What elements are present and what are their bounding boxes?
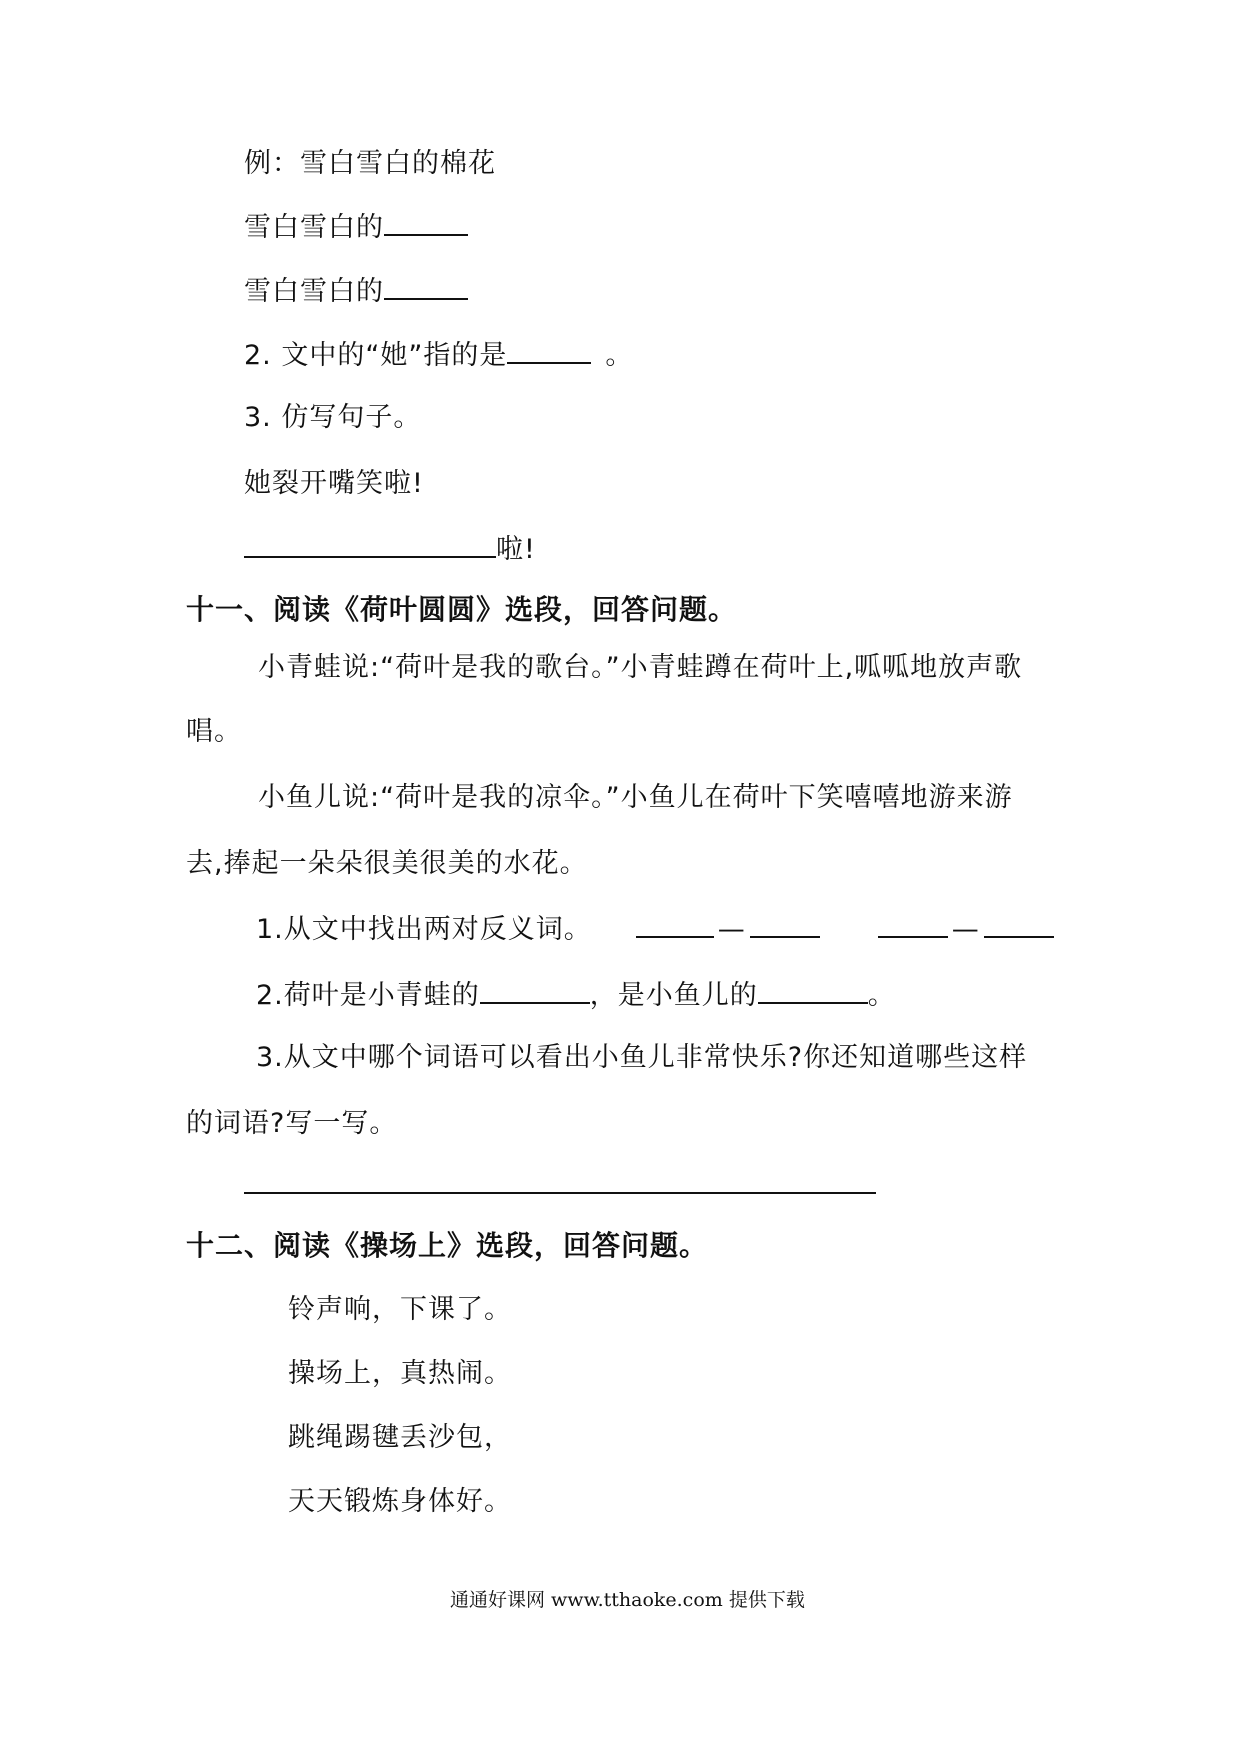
poem-line xyxy=(288,1292,512,1328)
passage-text: 唱。 xyxy=(186,716,242,747)
poem-line xyxy=(288,1420,512,1456)
section-12-heading-text: 十二、阅读《操场上》选段，回答问题。 xyxy=(186,1229,709,1262)
passage-text: 小鱼儿说:“荷叶是我的凉伞。”小鱼儿在荷叶下笑嘻嘻地游来游 xyxy=(258,782,1013,813)
example-line xyxy=(244,146,496,182)
passage-text: 小青蛙说:“荷叶是我的歌台。”小青蛙蹲在荷叶上,呱呱地放声歌 xyxy=(258,652,1023,683)
answer-blank[interactable] xyxy=(636,910,714,938)
question-11-2-part2: ，是小鱼儿的 xyxy=(589,980,758,1011)
footer-text: 通通好课网 www.tthaoke.com 提供下载 xyxy=(450,1589,805,1611)
poem-line-text: 天天锻炼身体好。 xyxy=(288,1486,512,1517)
fill-item-b xyxy=(244,272,468,310)
answer-blank[interactable] xyxy=(878,910,948,938)
question-11-3-text: 3.从文中哪个词语可以看出小鱼儿非常快乐?你还知道哪些这样 xyxy=(256,1042,1028,1073)
answer-blank[interactable] xyxy=(750,910,820,938)
question-11-2 xyxy=(256,976,896,1014)
section-11-heading xyxy=(186,592,737,628)
question-11-2-part1: 2.荷叶是小青蛙的 xyxy=(256,980,480,1011)
question-11-1 xyxy=(256,910,1054,948)
imitation-suffix: 啦! xyxy=(496,534,536,565)
fill-item-b-prefix: 雪白雪白的 xyxy=(244,276,384,307)
section-12-heading xyxy=(186,1228,708,1264)
question-10-2 xyxy=(244,336,633,374)
imitation-line xyxy=(244,530,536,568)
model-sentence xyxy=(244,466,424,502)
question-10-3 xyxy=(244,400,421,436)
passage-para-1-line-1 xyxy=(258,650,1022,686)
answer-blank[interactable] xyxy=(384,208,468,236)
example-text: 例：雪白雪白的棉花 xyxy=(244,148,496,179)
poem-line-text: 铃声响，下课了。 xyxy=(288,1294,512,1325)
question-11-1-text: 1.从文中找出两对反义词。 xyxy=(256,914,592,945)
question-10-3-text: 3. 仿写句子。 xyxy=(244,402,422,433)
question-11-3-line-2 xyxy=(186,1106,397,1142)
question-11-3-text: 的词语?写一写。 xyxy=(186,1108,398,1139)
answer-blank[interactable] xyxy=(384,272,468,300)
antonym-dash: — xyxy=(951,914,980,945)
fill-item-a xyxy=(244,208,468,246)
question-10-2-suffix: 。 xyxy=(605,340,634,371)
poem-line-text: 操场上，真热闹。 xyxy=(288,1358,512,1389)
poem-line-text: 跳绳踢毽丢沙包， xyxy=(288,1422,512,1453)
fill-item-a-prefix: 雪白雪白的 xyxy=(244,212,384,243)
passage-para-2-line-2 xyxy=(186,846,588,882)
answer-blank[interactable] xyxy=(507,336,591,364)
question-10-2-prefix: 2. 文中的“她”指的是 xyxy=(244,340,508,371)
answer-blank[interactable] xyxy=(984,910,1054,938)
poem-line xyxy=(288,1356,512,1392)
answer-line[interactable] xyxy=(244,1192,876,1194)
answer-blank[interactable] xyxy=(480,976,590,1004)
poem-line xyxy=(288,1484,512,1520)
passage-text: 去,捧起一朵朵很美很美的水花。 xyxy=(186,848,588,879)
section-11-heading-text: 十一、阅读《荷叶圆圆》选段，回答问题。 xyxy=(186,593,738,626)
answer-blank[interactable] xyxy=(244,530,496,558)
question-11-2-part3: 。 xyxy=(867,980,896,1011)
page-footer xyxy=(450,1588,805,1612)
question-11-3-line-1 xyxy=(256,1040,1027,1076)
model-sentence-text: 她裂开嘴笑啦! xyxy=(244,468,424,499)
answer-blank[interactable] xyxy=(758,976,868,1004)
passage-para-2-line-1 xyxy=(258,780,1013,816)
antonym-dash: — xyxy=(717,914,746,945)
passage-para-1-line-2 xyxy=(186,714,242,750)
